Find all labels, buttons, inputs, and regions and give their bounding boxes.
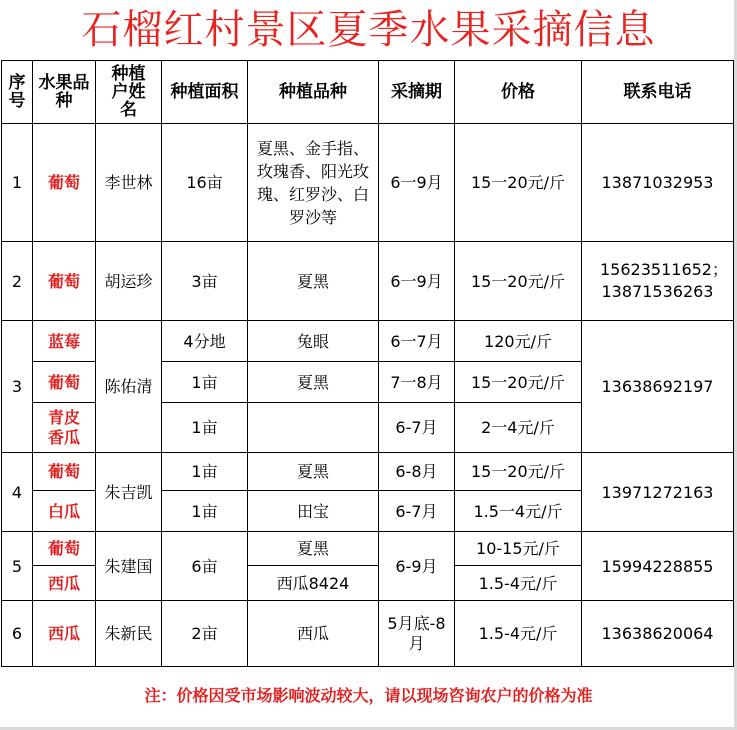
price-cell: 15一20元/斤 — [455, 453, 582, 491]
area-cell: 6亩 — [162, 532, 248, 601]
variety-cell: 夏黑 — [248, 453, 379, 491]
period-cell: 6-8月 — [379, 453, 455, 491]
area-cell: 1亩 — [162, 403, 248, 453]
phone-cell: 13871032953 — [582, 124, 734, 242]
header-period: 采摘期 — [379, 61, 455, 124]
fruit-cell: 西瓜 — [33, 566, 96, 601]
area-cell: 1亩 — [162, 362, 248, 403]
period-cell: 6-7月 — [379, 491, 455, 532]
price-cell: 15一20元/斤 — [455, 242, 582, 321]
table-row — [2, 242, 734, 321]
variety-cell: 西瓜8424 — [248, 566, 379, 601]
fruit-info-table — [1, 60, 734, 667]
seq-cell: 6 — [2, 601, 33, 667]
table-header-row — [2, 61, 734, 124]
variety-cell: 夏黑 — [248, 532, 379, 566]
table-row — [2, 601, 734, 667]
header-seq: 序号 — [2, 61, 33, 124]
phone-cell: 13638620064 — [582, 601, 734, 667]
price-cell: 1.5-4元/斤 — [455, 601, 582, 667]
grower-cell: 胡运珍 — [96, 242, 162, 321]
fruit-cell: 葡萄 — [33, 124, 96, 242]
table-row — [2, 321, 734, 362]
area-cell: 16亩 — [162, 124, 248, 242]
price-cell: 1.5-4元/斤 — [455, 566, 582, 601]
price-cell: 10-15元/斤 — [455, 532, 582, 566]
header-area: 种植面积 — [162, 61, 248, 124]
fruit-cell: 葡萄 — [33, 532, 96, 566]
page-title: 石榴红村景区夏季水果采摘信息 — [81, 7, 656, 53]
variety-cell: 兔眼 — [248, 321, 379, 362]
variety-cell: 夏黑 — [248, 242, 379, 321]
fruit-cell: 葡萄 — [33, 453, 96, 491]
header-price: 价格 — [455, 61, 582, 124]
variety-cell: 夏黑 — [248, 362, 379, 403]
phone-cell: 13971272163 — [582, 453, 734, 532]
seq-cell: 1 — [2, 124, 33, 242]
variety-cell — [248, 403, 379, 453]
price-cell: 15一20元/斤 — [455, 362, 582, 403]
price-cell: 15一20元/斤 — [455, 124, 582, 242]
period-cell: 7一8月 — [379, 362, 455, 403]
grower-cell: 朱建国 — [96, 532, 162, 601]
grower-cell: 李世林 — [96, 124, 162, 242]
area-cell: 2亩 — [162, 601, 248, 667]
phone-cell: 15623511652；13871536263 — [582, 242, 734, 321]
price-cell: 2一4元/斤 — [455, 403, 582, 453]
seq-cell: 3 — [2, 321, 33, 453]
phone-cell: 15994228855 — [582, 532, 734, 601]
period-cell: 6-7月 — [379, 403, 455, 453]
seq-cell: 5 — [2, 532, 33, 601]
fruit-cell: 白瓜 — [33, 491, 96, 532]
header-variety: 种植品种 — [248, 61, 379, 124]
variety-cell: 西瓜 — [248, 601, 379, 667]
period-cell: 5月底-8月 — [379, 601, 455, 667]
area-cell: 3亩 — [162, 242, 248, 321]
table-row — [2, 124, 734, 242]
area-cell: 4分地 — [162, 321, 248, 362]
price-disclaimer-note: 注：价格因受市场影响波动较大，请以现场咨询农户的价格为准 — [144, 686, 593, 705]
seq-cell: 2 — [2, 242, 33, 321]
header-grower: 种植户姓名 — [96, 61, 162, 124]
fruit-cell: 葡萄 — [33, 362, 96, 403]
price-cell: 120元/斤 — [455, 321, 582, 362]
fruit-cell: 葡萄 — [33, 242, 96, 321]
phone-cell: 13638692197 — [582, 321, 734, 453]
period-cell: 6一9月 — [379, 242, 455, 321]
grower-cell: 朱新民 — [96, 601, 162, 667]
period-cell: 6一7月 — [379, 321, 455, 362]
period-cell: 6-9月 — [379, 532, 455, 601]
price-cell: 1.5一4元/斤 — [455, 491, 582, 532]
variety-cell: 夏黑、金手指、玫瑰香、阳光玫瑰、红罗沙、白罗沙等 — [248, 124, 379, 242]
table-row — [2, 453, 734, 491]
variety-cell: 田宝 — [248, 491, 379, 532]
fruit-cell: 西瓜 — [33, 601, 96, 667]
fruit-cell: 青皮香瓜 — [33, 403, 96, 453]
grower-cell: 陈佑清 — [96, 321, 162, 453]
area-cell: 1亩 — [162, 453, 248, 491]
seq-cell: 4 — [2, 453, 33, 532]
period-cell: 6一9月 — [379, 124, 455, 242]
fruit-cell: 蓝莓 — [33, 321, 96, 362]
header-fruit: 水果品种 — [33, 61, 96, 124]
area-cell: 1亩 — [162, 491, 248, 532]
header-phone: 联系电话 — [582, 61, 734, 124]
grower-cell: 朱吉凯 — [96, 453, 162, 532]
table-row — [2, 532, 734, 566]
